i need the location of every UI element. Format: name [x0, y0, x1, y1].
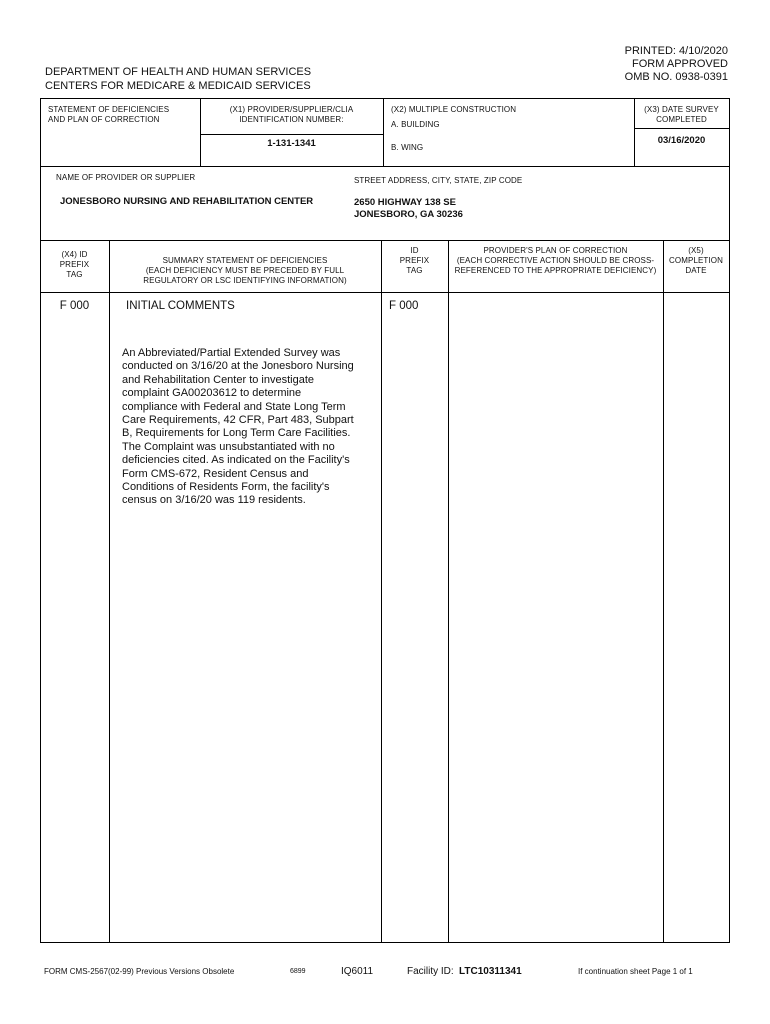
facility-id-label: Facility ID: [407, 966, 454, 977]
x1-label: (X1) PROVIDER/SUPPLIER/CLIA IDENTIFICATION NUMBER: [229, 105, 354, 124]
tag-prefix-left: F 000 [59, 300, 90, 312]
provider-id-number: 1-131-1341 [267, 138, 316, 149]
summary-paragraph: An Abbreviated/Partial Extended Survey was conducted on 3/16/20 at the Jonesboro Nursing and Rehabilitation Center to investigate complaint GA00203612 to determine compliance with Federal and State Long Term Care Requirements, 42 CFR, Part 483, Subpart B, Requirements for Long Term Care Facilities. The Complaint was unsubstantiated with no deficiencies cited. As indicated on the Facility's Form CMS-672, Resident Census and Conditions of Residents Form, the facility's census on 3/16/20 was 119 residents. [122, 347, 354, 507]
form-number: FORM CMS-2567(02-99) Previous Versions Obsolete [44, 967, 235, 976]
initial-comments-heading: INITIAL COMMENTS [126, 300, 235, 312]
address-label: STREET ADDRESS, CITY, STATE, ZIP CODE [354, 176, 523, 185]
provider-address: 2650 HIGHWAY 138 SE JONESBORO, GA 30236 [354, 197, 463, 220]
x3-label: (X3) DATE SURVEY COMPLETED [644, 105, 719, 124]
provider-name: JONESBORO NURSING AND REHABILITATION CENTER [60, 196, 314, 207]
provider-name-label: NAME OF PROVIDER OR SUPPLIER [56, 173, 196, 182]
form-header-right [625, 45, 728, 84]
completion-date-header: (X5) COMPLETION DATE [669, 246, 723, 275]
tag-prefix-right: F 000 [389, 300, 419, 312]
statement-label: STATEMENT OF DEFICIENCIES AND PLAN OF CORRECTION [48, 105, 170, 124]
continuation-note: If continuation sheet Page 1 of 1 [578, 967, 693, 976]
summary-header: SUMMARY STATEMENT OF DEFICIENCIES (EACH DEFICIENCY MUST BE PRECEDED BY FULL REGULATORY OR LSC IDENTIFYING INFORMATION) [143, 256, 347, 285]
x2-building: A. BUILDING [391, 120, 440, 129]
facility-id: LTC10311341 [459, 966, 522, 977]
department-header [45, 65, 311, 93]
form-code: 6899 [290, 968, 306, 975]
event-id: IQ6011 [341, 966, 374, 977]
x4-header: (X4) ID PREFIX TAG [59, 250, 90, 279]
survey-date: 03/16/2020 [657, 135, 706, 146]
plan-header: PROVIDER'S PLAN OF CORRECTION (EACH CORRECTIVE ACTION SHOULD BE CROSS- REFERENCED TO THE APPROPRIATE DEFICIENCY) [454, 246, 657, 275]
x2-wing: B. WING [391, 143, 424, 152]
x2-label: (X2) MULTIPLE CONSTRUCTION [391, 105, 517, 114]
printed-date: PRINTED: 4/10/2020 [624, 45, 728, 57]
form-approved: FORM APPROVED [632, 58, 728, 70]
id-prefix-header: ID PREFIX TAG [399, 246, 430, 275]
department-name: DEPARTMENT OF HEALTH AND HUMAN SERVICES [45, 66, 312, 78]
agency-name: CENTERS FOR MEDICARE & MEDICAID SERVICES [45, 80, 311, 92]
omb-number: OMB NO. 0938-0391 [624, 71, 728, 83]
